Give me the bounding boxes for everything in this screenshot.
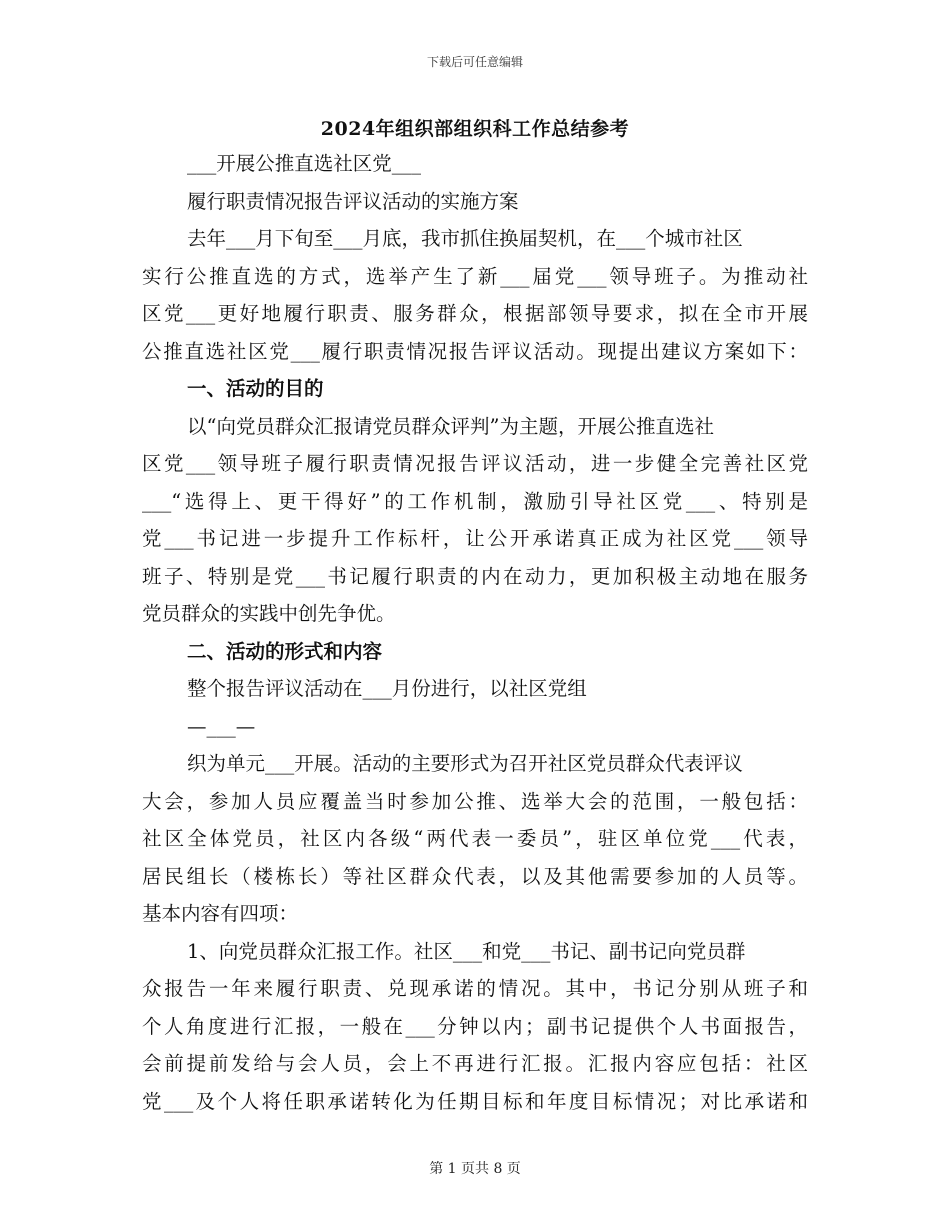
body-text-line: 居民组长（楼栋长）等社区群众代表，以及其他需要参加的人员等。 <box>142 864 808 888</box>
body-text-line: —___— <box>187 714 256 738</box>
body-text-line: 个人角度进行汇报，一般在___分钟以内；副书记提供个人书面报告， <box>142 1014 808 1038</box>
body-text-line: 班子、特别是党___书记履行职责的内在动力，更加积极主动地在服务 <box>142 564 808 588</box>
body-text-line: 区党___更好地履行职责、服务群众，根据部领导要求，拟在全市开展 <box>142 302 808 325</box>
section-heading: 一、活动的目的 <box>187 377 324 400</box>
body-text-line: 公推直选社区党___履行职责情况报告评议活动。现提出建议方案如下： <box>142 339 808 363</box>
document-title: 2024年组织部组织科工作总结参考 <box>320 118 630 140</box>
page-footer: 第 1 页共 8 页 <box>429 1161 521 1177</box>
body-text-line: ___开展公推直选社区党___ <box>187 152 422 175</box>
body-text-line: 实行公推直选的方式，选举产生了新___届党___领导班子。为推动社 <box>142 264 808 288</box>
body-text-line: 整个报告评议活动在___月份进行，以社区党组 <box>187 677 587 700</box>
body-text-line: 履行职责情况报告评议活动的实施方案 <box>187 189 519 213</box>
section-heading: 二、活动的形式和内容 <box>187 639 383 663</box>
body-text-line: 基本内容有四项： <box>142 902 299 925</box>
body-text-line: 党员群众的实践中创先争优。 <box>142 602 396 625</box>
body-text-line: 党___及个人将任职承诺转化为任期目标和年度目标情况；对比承诺和 <box>142 1089 808 1113</box>
body-text-line: ___“选得上、更干得好”的工作机制，激励引导社区党___、特别是 <box>142 489 808 513</box>
body-text-line: 会前提前发给与会人员，会上不再进行汇报。汇报内容应包括：社区 <box>142 1052 808 1075</box>
body-text-line: 去年___月下旬至___月底，我市抓住换届契机，在___个城市社区 <box>187 227 743 250</box>
body-text-line: 大会，参加人员应覆盖当时参加公推、选举大会的范围，一般包括： <box>142 789 808 813</box>
body-text-line: 1、向党员群众汇报工作。社区___和党___书记、副书记向党员群 <box>187 939 746 963</box>
header-note: 下载后可任意编辑 <box>426 55 523 69</box>
body-text-line: 以“向党员群众汇报请党员群众评判”为主题，开展公推直选社 <box>187 414 714 438</box>
body-text-line: 区党___领导班子履行职责情况报告评议活动，进一步健全完善社区党 <box>142 452 808 475</box>
document-body <box>142 145 808 1120</box>
body-text-line: 众报告一年来履行职责、兑现承诺的情况。其中，书记分别从班子和 <box>142 977 808 1000</box>
body-text-line: 织为单元___开展。活动的主要形式为召开社区党员群众代表评议 <box>187 752 743 775</box>
body-text-line: 党___书记进一步提升工作标杆，让公开承诺真正成为社区党___领导 <box>142 527 808 550</box>
body-text-line: 社区全体党员，社区内各级“两代表一委员”，驻区单位党___代表， <box>142 827 808 850</box>
